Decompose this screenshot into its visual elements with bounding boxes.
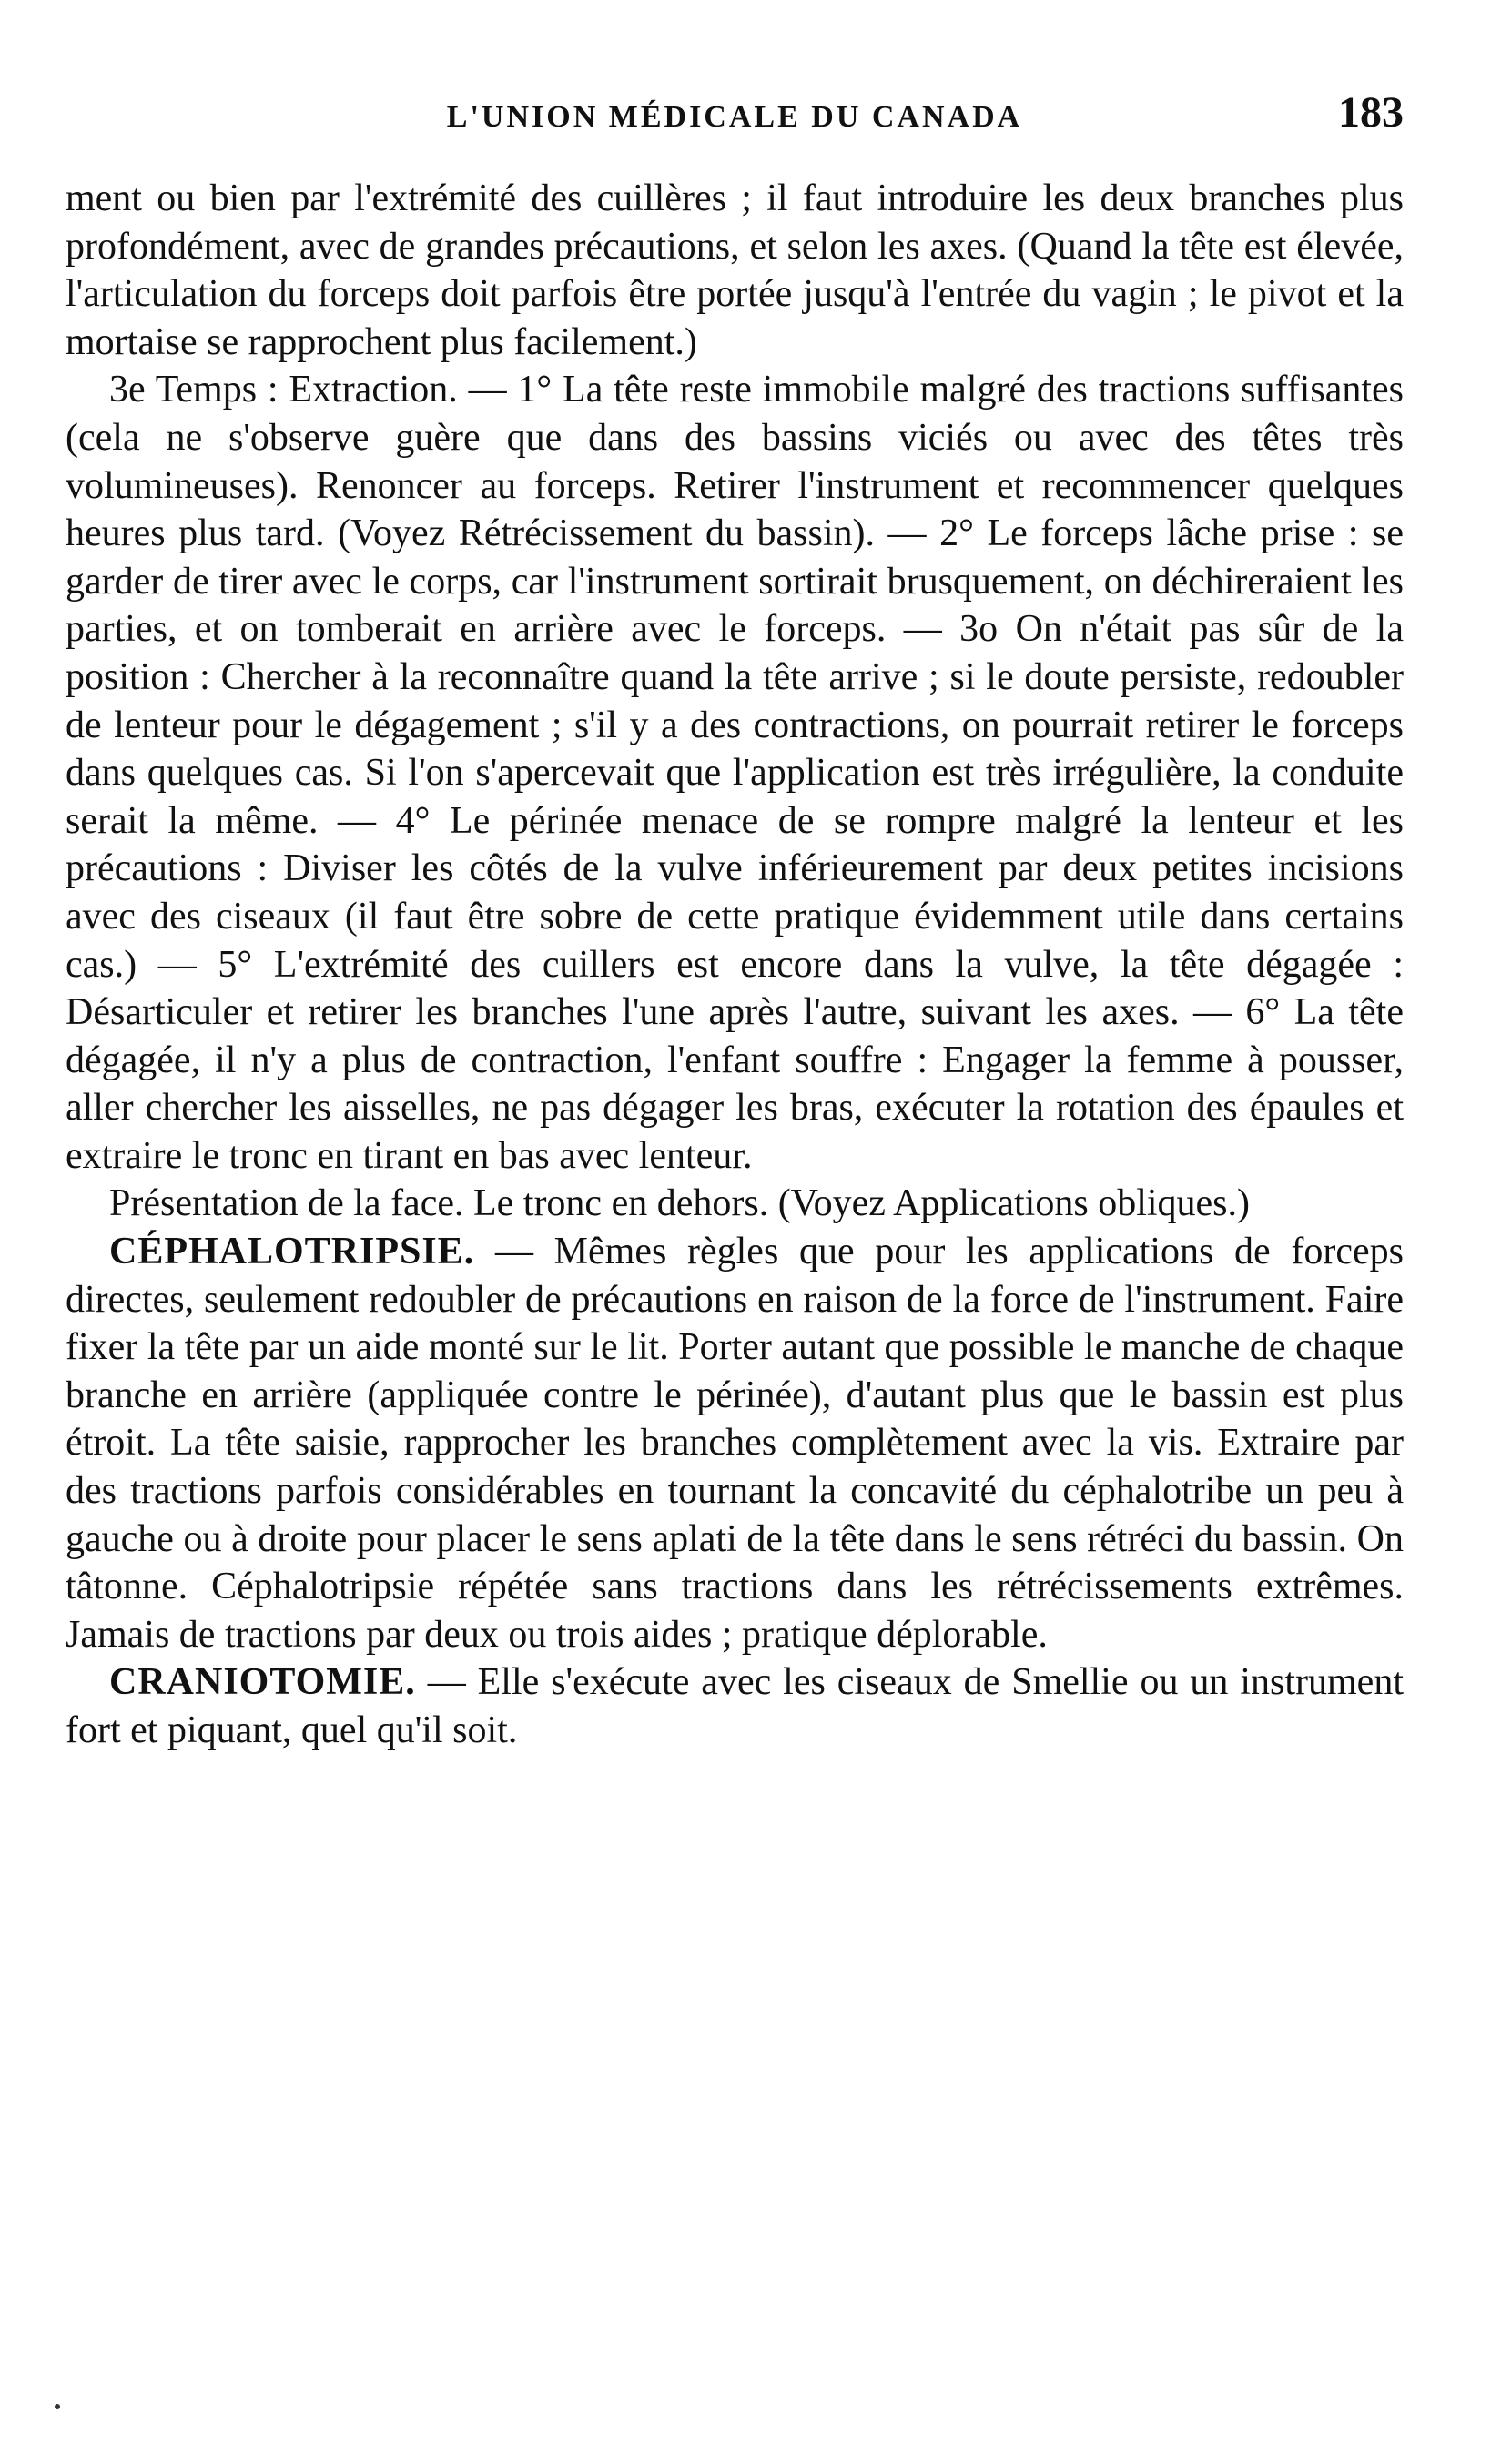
paragraph-face-presentation: Présentation de la face. Le tronc en dehors. (Voyez Applications obliques.): [109, 1182, 1251, 1225]
term-cephalotripsy: CÉPHALOTRIPSIE.: [109, 1231, 475, 1273]
running-header: [66, 87, 1404, 151]
paragraph-third-stage-extraction: 3e Temps : Extraction. — 1° La tête reste immobile malgré des tractions suffisantes (cela ne s'observe guère que dans des bassins viciés ou avec des têtes très volumineuses). Renoncer au forceps. Retirer l'instrument et recommencer quelques heures plus tard. (Voyez Rétrécissement du bassin). — 2° Le forceps lâche prise : se garder de tirer avec le corps, car l'instrument sortirait brusquement, on déchireraient les parties, et on tomberait en arrière avec le forceps. — 3o On n'était pas sûr de la position : Chercher à la reconnaître quand la tête arrive ; si le doute persiste, redoubler de lenteur pour le dégagement ; s'il y a des contractions, on pourrait retirer le forceps dans quelques cas. Si l'on s'apercevait que l'application est très irrégulière, la conduite serait la même. — 4° Le périnée menace de se rompre malgré la lenteur et les précautions : Diviser les côtés de la vulve inférieurement par deux petites incisions avec des ciseaux (il faut être sobre de cette pratique évidemment utile dans certains cas.) — 5° L'extrémité des cuillers est encore dans la vulve, la tête dégagée : Désarticuler et retirer les branches l'une après l'autre, suivant les axes. — 6° La tête dégagée, il n'y a plus de contraction, l'enfant souffre : Engager la femme à pousser, aller chercher les aisselles, ne pas dégager les bras, exécuter la rotation des épaules et extraire le tronc en tirant en bas avec lenteur.: [66, 369, 1404, 1177]
term-craniotomy: CRANIOTOMIE.: [109, 1661, 416, 1704]
craniotomy-text: — Elle s'exécute avec les ciseaux de Smellie ou un instrument fort et piquant, quel qu'il soit.: [66, 1661, 1404, 1751]
paragraph-forceps-continuation: ment ou bien par l'extrémité des cuillères ; il faut introduire les deux branches plus profondément, avec de grandes précautions, et selon les axes. (Quand la tête est élevée, l'articulation du forceps doit parfois être portée jusqu'à l'entrée du vagin ; le pivot et la mortaise se rapprochent plus facilement.): [66, 177, 1404, 363]
cephalotripsy-text: — Mêmes règles que pour les applications de forceps directes, seulement redoubler de précautions en raison de la force de l'instrument. Faire fixer la tête par un aide monté sur le lit. Porter autant que possible le manche de chaque branche en arrière (appliquée contre le périnée), d'autant plus que le bassin est plus étroit. La tête saisie, rapprocher les branches complètement avec la vis. Extraire par des tractions parfois considérables en tournant la concavité du céphalotribe un peu à gauche ou à droite pour placer le sens aplati de la tête dans le sens rétréci du bassin. On tâtonne. Céphalotripsie répétée sans tractions dans les rétrécissements extrêmes. Jamais de tractions par deux ou trois aides ; pratique déplorable.: [66, 1231, 1404, 1656]
journal-title: L'UNION MÉDICALE DU CANADA: [446, 100, 1023, 134]
paragraph-cephalotripsy: [66, 1228, 1404, 1658]
body-text: [66, 175, 1404, 1755]
page-speck: [55, 2404, 60, 2409]
document-page: [66, 87, 1404, 1755]
page-number: 183: [1338, 88, 1404, 137]
paragraph-craniotomy: [66, 1658, 1404, 1754]
